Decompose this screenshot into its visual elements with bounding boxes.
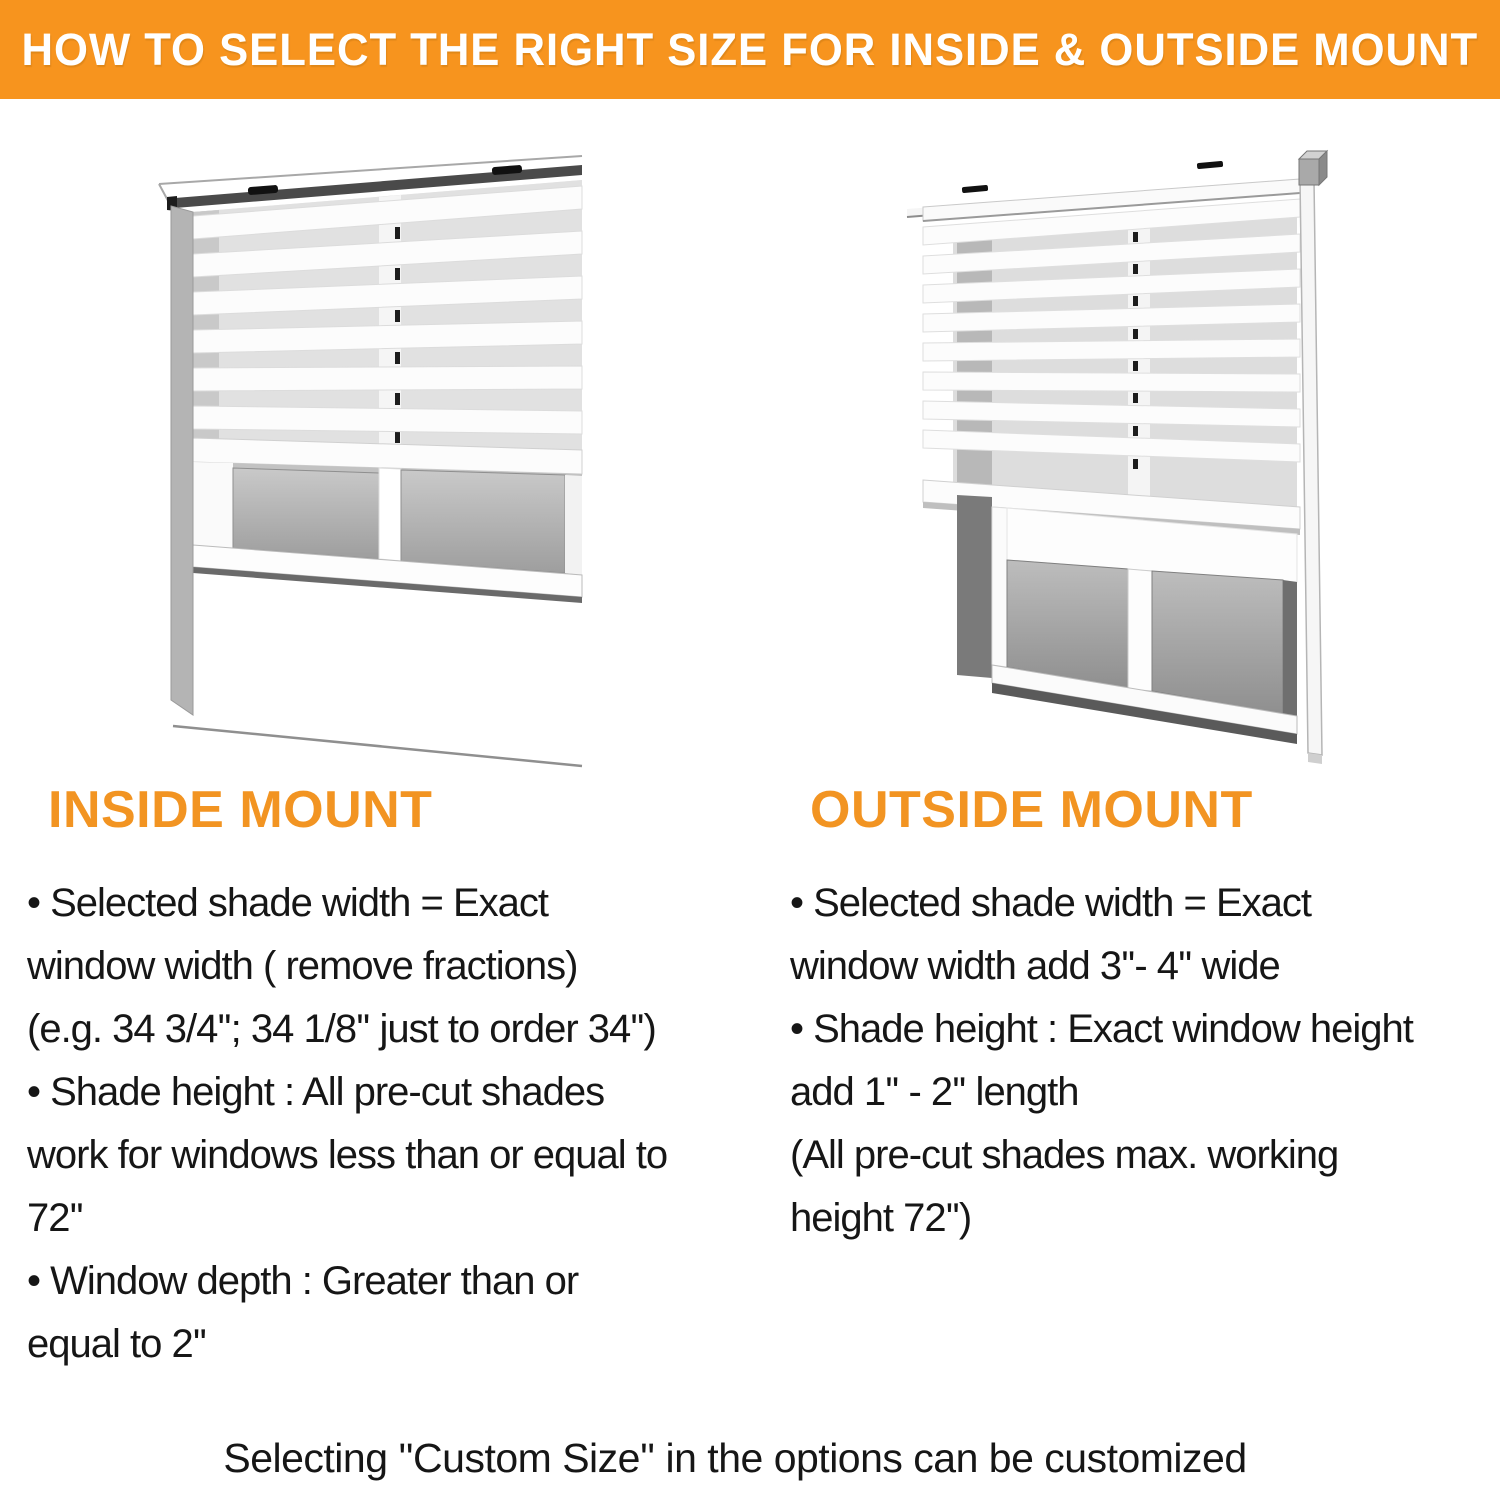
inside-mount-illustration xyxy=(145,150,595,770)
footer-note: Selecting ''Custom Size'' in the options can be customized xyxy=(223,1435,1247,1481)
side-channel xyxy=(1300,179,1322,764)
banner-title: HOW TO SELECT THE RIGHT SIZE FOR INSIDE & OUTSIDE MOUNT xyxy=(21,23,1479,75)
window-glass-pane xyxy=(233,468,379,559)
spec-line: • Shade height : Exact window height xyxy=(790,1007,1413,1051)
spec-line: window width add 3''- 4'' wide xyxy=(790,944,1280,988)
outside-mount-specs xyxy=(790,872,1490,1250)
screw-mark-icon xyxy=(962,185,988,193)
window-glass-pane xyxy=(401,470,565,573)
window-side-jamb xyxy=(171,206,193,715)
spec-line: height 72'') xyxy=(790,1196,972,1240)
banner xyxy=(0,0,1500,99)
window-lower-sash xyxy=(957,495,1297,744)
spec-line: window width ( remove fractions) xyxy=(27,944,578,988)
outside-mount-illustration xyxy=(895,145,1355,795)
screw-mark-icon xyxy=(1197,161,1223,169)
inside-mount-window-diagram xyxy=(145,150,595,770)
window-side-jamb xyxy=(957,495,992,678)
spec-line: 72'' xyxy=(27,1196,83,1240)
window-mullion xyxy=(1128,569,1152,691)
spec-line: add 1'' - 2'' length xyxy=(790,1070,1079,1114)
spec-line: equal to 2'' xyxy=(27,1322,206,1366)
window-sill xyxy=(173,545,582,766)
spec-line: (e.g. 34 3/4''; 34 1/8'' just to order 34'') xyxy=(27,1007,656,1051)
spec-line: • Shade height : All pre-cut shades xyxy=(27,1070,605,1114)
mount-bracket-cube xyxy=(1299,151,1327,185)
window-mullion xyxy=(379,468,401,561)
outside-mount-heading: OUTSIDE MOUNT xyxy=(810,781,1253,839)
spec-line: • Window depth : Greater than or xyxy=(27,1259,579,1303)
spec-line: • Selected shade width = Exact xyxy=(27,881,548,925)
spec-line: (All pre-cut shades max. working xyxy=(790,1133,1339,1177)
spec-line: • Selected shade width = Exact xyxy=(790,881,1311,925)
window-glass-pane xyxy=(1152,571,1283,714)
spec-line: work for windows less than or equal to xyxy=(27,1133,668,1177)
outside-mount-window-diagram xyxy=(895,145,1355,795)
window-glass-pane xyxy=(1007,560,1128,689)
inside-mount-heading: INSIDE MOUNT xyxy=(48,781,433,839)
inside-mount-specs xyxy=(27,872,762,1376)
